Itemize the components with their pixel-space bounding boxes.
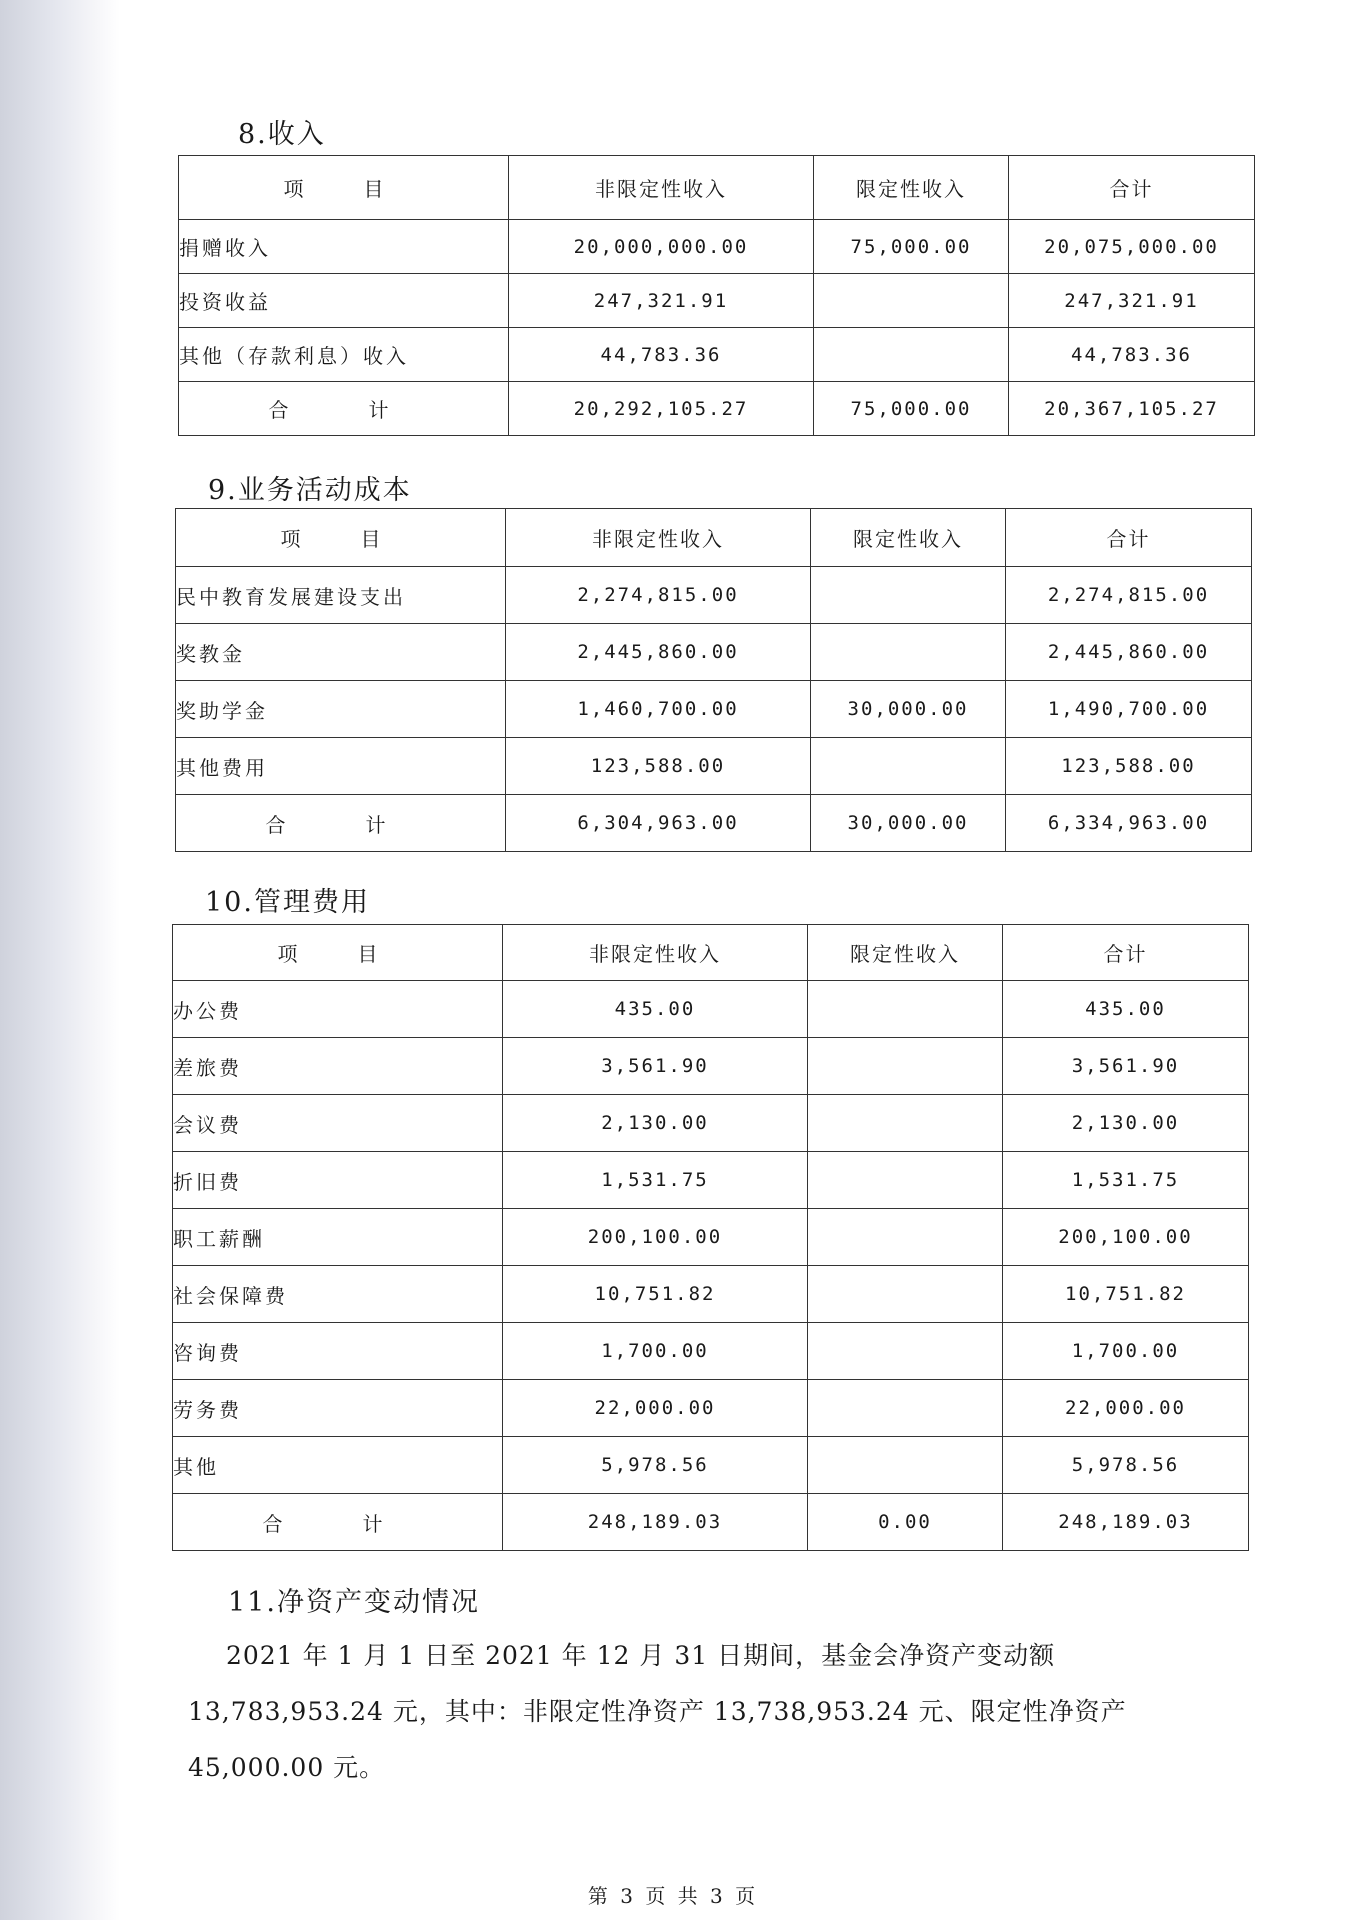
- total-label: 合 计: [173, 1494, 503, 1551]
- table-row: [179, 274, 1255, 328]
- row-restricted-value: [808, 1152, 1003, 1209]
- row-total-value: 2,274,815.00: [1006, 567, 1252, 624]
- row-total-value: 1,700.00: [1003, 1323, 1249, 1380]
- table-row: [173, 1038, 1249, 1095]
- total-restricted-value: 30,000.00: [811, 795, 1006, 852]
- row-restricted-value: [814, 328, 1009, 382]
- total-total-value: 248,189.03: [1003, 1494, 1249, 1551]
- section-title-admin-expense: 10.管理费用: [205, 887, 370, 918]
- table-row: [176, 624, 1252, 681]
- row-restricted-value: [808, 1209, 1003, 1266]
- total-restricted-value: 0.00: [808, 1494, 1003, 1551]
- table-row: [176, 738, 1252, 795]
- row-restricted-value: [808, 1323, 1003, 1380]
- table-row: [173, 1095, 1249, 1152]
- row-item-label: 劳务费: [173, 1380, 503, 1437]
- header-unrestricted: 非限定性收入: [506, 509, 811, 567]
- row-total-value: 247,321.91: [1009, 274, 1255, 328]
- row-restricted-value: [808, 1380, 1003, 1437]
- row-unrestricted-value: 2,274,815.00: [506, 567, 811, 624]
- section-title-net-assets: 11.净资产变动情况: [228, 1587, 480, 1618]
- table-header-row: [179, 156, 1255, 220]
- row-unrestricted-value: 1,700.00: [503, 1323, 808, 1380]
- table-row: [173, 1323, 1249, 1380]
- row-total-value: 2,445,860.00: [1006, 624, 1252, 681]
- row-total-value: 200,100.00: [1003, 1209, 1249, 1266]
- row-total-value: 1,531.75: [1003, 1152, 1249, 1209]
- row-total-value: 5,978.56: [1003, 1437, 1249, 1494]
- section-title-business-cost: 9.业务活动成本: [208, 475, 412, 506]
- header-restricted: 限定性收入: [808, 925, 1003, 981]
- row-item-label: 奖教金: [176, 624, 506, 681]
- table-header-row: [176, 509, 1252, 567]
- row-unrestricted-value: 200,100.00: [503, 1209, 808, 1266]
- admin-expense-table: [172, 924, 1249, 1551]
- row-total-value: 20,075,000.00: [1009, 220, 1255, 274]
- row-restricted-value: 30,000.00: [811, 681, 1006, 738]
- scan-shadow: [0, 0, 120, 1920]
- row-item-label: 民中教育发展建设支出: [176, 567, 506, 624]
- section-title-income: 8.收入: [238, 119, 326, 150]
- header-unrestricted: 非限定性收入: [503, 925, 808, 981]
- header-unrestricted: 非限定性收入: [509, 156, 814, 220]
- row-total-value: 3,561.90: [1003, 1038, 1249, 1095]
- income-table: [178, 155, 1255, 436]
- page-footer: 第 3 页 共 3 页: [587, 1884, 759, 1908]
- row-restricted-value: [808, 1266, 1003, 1323]
- row-unrestricted-value: 2,130.00: [503, 1095, 808, 1152]
- row-unrestricted-value: 435.00: [503, 981, 808, 1038]
- table-row: [173, 1152, 1249, 1209]
- business-cost-table: [175, 508, 1252, 852]
- table-row: [173, 1266, 1249, 1323]
- total-unrestricted-value: 248,189.03: [503, 1494, 808, 1551]
- row-item-label: 折旧费: [173, 1152, 503, 1209]
- table-header-row: [173, 925, 1249, 981]
- row-unrestricted-value: 22,000.00: [503, 1380, 808, 1437]
- table-row: [179, 220, 1255, 274]
- row-total-value: 44,783.36: [1009, 328, 1255, 382]
- row-item-label: 其他: [173, 1437, 503, 1494]
- header-item: 项 目: [179, 156, 509, 220]
- header-restricted: 限定性收入: [811, 509, 1006, 567]
- table-total-row: [173, 1494, 1249, 1551]
- total-label: 合 计: [176, 795, 506, 852]
- row-restricted-value: [808, 1095, 1003, 1152]
- header-item: 项 目: [176, 509, 506, 567]
- row-unrestricted-value: 123,588.00: [506, 738, 811, 795]
- row-total-value: 2,130.00: [1003, 1095, 1249, 1152]
- row-restricted-value: [814, 274, 1009, 328]
- total-unrestricted-value: 6,304,963.00: [506, 795, 811, 852]
- row-total-value: 1,490,700.00: [1006, 681, 1252, 738]
- row-item-label: 捐赠收入: [179, 220, 509, 274]
- row-total-value: 435.00: [1003, 981, 1249, 1038]
- row-item-label: 咨询费: [173, 1323, 503, 1380]
- row-restricted-value: [811, 624, 1006, 681]
- row-item-label: 差旅费: [173, 1038, 503, 1095]
- table-row: [173, 1437, 1249, 1494]
- total-restricted-value: 75,000.00: [814, 382, 1009, 436]
- row-item-label: 奖助学金: [176, 681, 506, 738]
- header-item: 项 目: [173, 925, 503, 981]
- row-item-label: 社会保障费: [173, 1266, 503, 1323]
- row-restricted-value: [811, 567, 1006, 624]
- row-unrestricted-value: 10,751.82: [503, 1266, 808, 1323]
- header-total: 合计: [1006, 509, 1252, 567]
- row-restricted-value: [808, 1038, 1003, 1095]
- total-total-value: 6,334,963.00: [1006, 795, 1252, 852]
- row-unrestricted-value: 44,783.36: [509, 328, 814, 382]
- table-row: [173, 1380, 1249, 1437]
- table-row: [173, 981, 1249, 1038]
- row-restricted-value: [808, 1437, 1003, 1494]
- table-total-row: [176, 795, 1252, 852]
- row-unrestricted-value: 5,978.56: [503, 1437, 808, 1494]
- row-total-value: 123,588.00: [1006, 738, 1252, 795]
- row-unrestricted-value: 20,000,000.00: [509, 220, 814, 274]
- row-unrestricted-value: 3,561.90: [503, 1038, 808, 1095]
- row-item-label: 其他费用: [176, 738, 506, 795]
- row-restricted-value: [811, 738, 1006, 795]
- row-total-value: 10,751.82: [1003, 1266, 1249, 1323]
- row-unrestricted-value: 2,445,860.00: [506, 624, 811, 681]
- row-unrestricted-value: 247,321.91: [509, 274, 814, 328]
- row-item-label: 办公费: [173, 981, 503, 1038]
- row-restricted-value: [808, 981, 1003, 1038]
- row-item-label: 会议费: [173, 1095, 503, 1152]
- row-restricted-value: 75,000.00: [814, 220, 1009, 274]
- total-total-value: 20,367,105.27: [1009, 382, 1255, 436]
- table-row: [173, 1209, 1249, 1266]
- row-item-label: 投资收益: [179, 274, 509, 328]
- header-total: 合计: [1003, 925, 1249, 981]
- net-assets-paragraph: 2021 年 1 月 1 日至 2021 年 12 月 31 日期间，基金会净资产变动额 13,783,953.24 元，其中：非限定性净资产 13,738,953.24 元、限定性净资产 45,000.00 元。: [188, 1641, 1127, 1782]
- table-row: [176, 681, 1252, 738]
- row-item-label: 其他（存款利息）收入: [179, 328, 509, 382]
- row-total-value: 22,000.00: [1003, 1380, 1249, 1437]
- total-unrestricted-value: 20,292,105.27: [509, 382, 814, 436]
- row-item-label: 职工薪酬: [173, 1209, 503, 1266]
- table-row: [179, 328, 1255, 382]
- row-unrestricted-value: 1,531.75: [503, 1152, 808, 1209]
- table-row: [176, 567, 1252, 624]
- table-total-row: [179, 382, 1255, 436]
- row-unrestricted-value: 1,460,700.00: [506, 681, 811, 738]
- header-total: 合计: [1009, 156, 1255, 220]
- total-label: 合 计: [179, 382, 509, 436]
- header-restricted: 限定性收入: [814, 156, 1009, 220]
